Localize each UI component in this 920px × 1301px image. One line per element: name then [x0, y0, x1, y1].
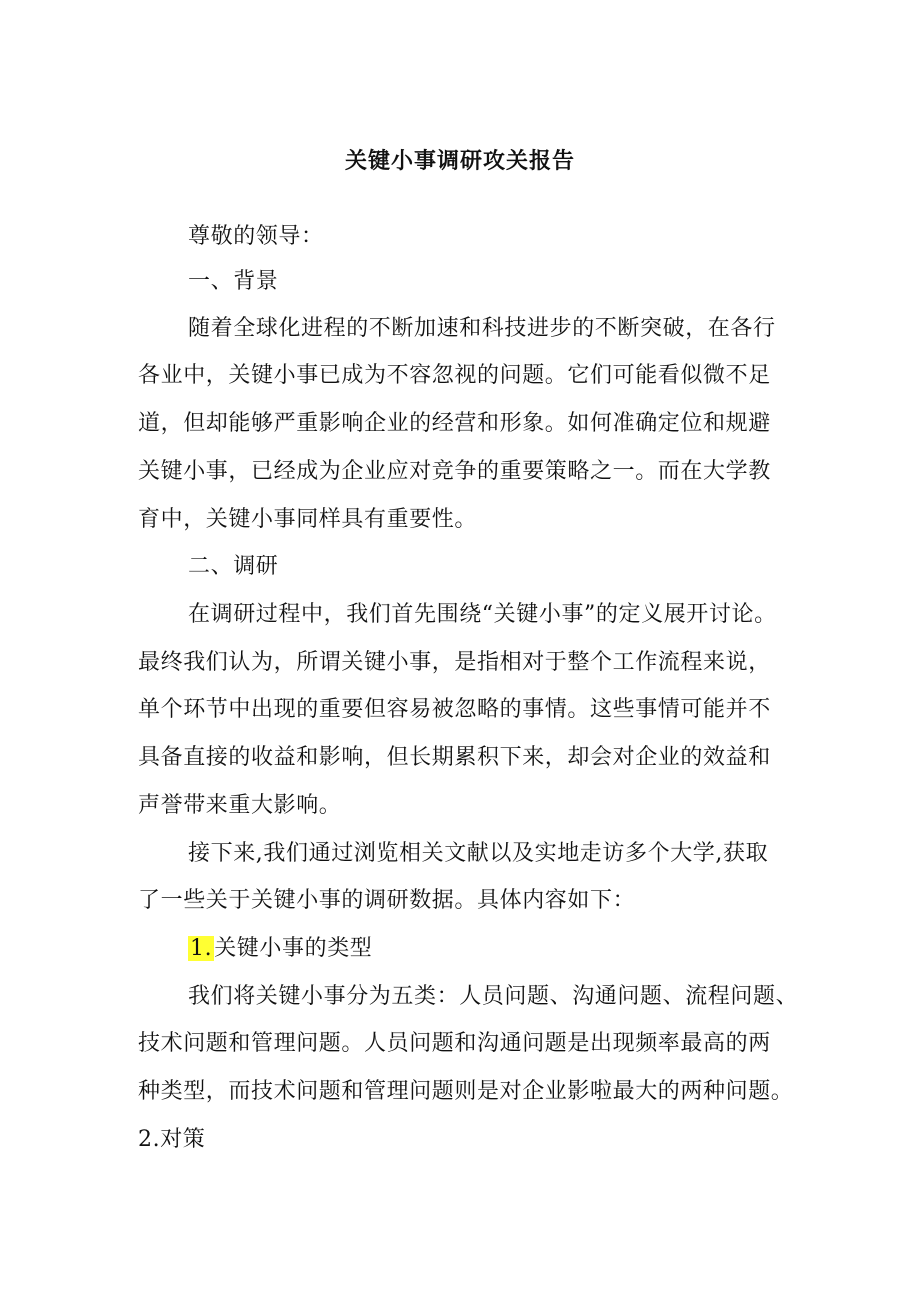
paragraph-line: 种类型，而技术问题和管理问题则是对企业影啦最大的两种问题。	[138, 1079, 794, 1104]
paragraph-line: 随着全球化进程的不断加速和科技进步的不断突破，在各行	[188, 316, 776, 341]
paragraph-line: 在调研过程中，我们首先围绕“关键小事”的定义展开讨论。	[188, 602, 777, 627]
paragraph-line: 育中，关键小事同样具有重要性。	[138, 507, 478, 532]
list-item-heading-1	[188, 934, 372, 964]
paragraph-line: 声誉带来重大影响。	[138, 793, 342, 818]
salutation: 尊敬的领导：	[188, 224, 324, 249]
section-heading-background: 一、背景	[188, 269, 279, 294]
list-item-label: 关键小事的类型	[214, 936, 373, 961]
list-item-heading-2: 2.对策	[138, 1127, 206, 1152]
paragraph-line: 单个环节中出现的重要但容易被忽略的事情。这些事情可能并不	[138, 697, 771, 722]
highlighted-number: 1.	[190, 936, 213, 961]
paragraph-line: 了一些关于关键小事的调研数据。具体内容如下：	[138, 888, 636, 913]
document-title: 关键小事调研攻关报告	[344, 148, 575, 174]
paragraph-line: 具备直接的收益和影响，但长期累积下来，却会对企业的效益和	[138, 745, 771, 770]
paragraph-line: 各业中，关键小事已成为不容忽视的问题。它们可能看似微不足	[138, 363, 771, 388]
paragraph-line: 最终我们认为，所谓关键小事，是指相对于整个工作流程来说，	[138, 650, 771, 675]
paragraph-line: 关键小事，已经成为企业应对竞争的重要策略之一。而在大学教	[138, 459, 771, 484]
paragraph-line: 接下来,我们通过浏览相关文献以及实地走访多个大学,获取	[188, 841, 769, 866]
paragraph-line: 我们将关键小事分为五类：人员问题、沟通问题、流程问题、	[188, 984, 799, 1009]
paragraph-line: 技术问题和管理问题。人员问题和沟通问题是出现频率最高的两	[138, 1031, 771, 1056]
section-heading-research: 二、调研	[188, 554, 279, 579]
paragraph-line: 道，但却能够严重影响企业的经营和形象。如何准确定位和规避	[138, 411, 771, 436]
